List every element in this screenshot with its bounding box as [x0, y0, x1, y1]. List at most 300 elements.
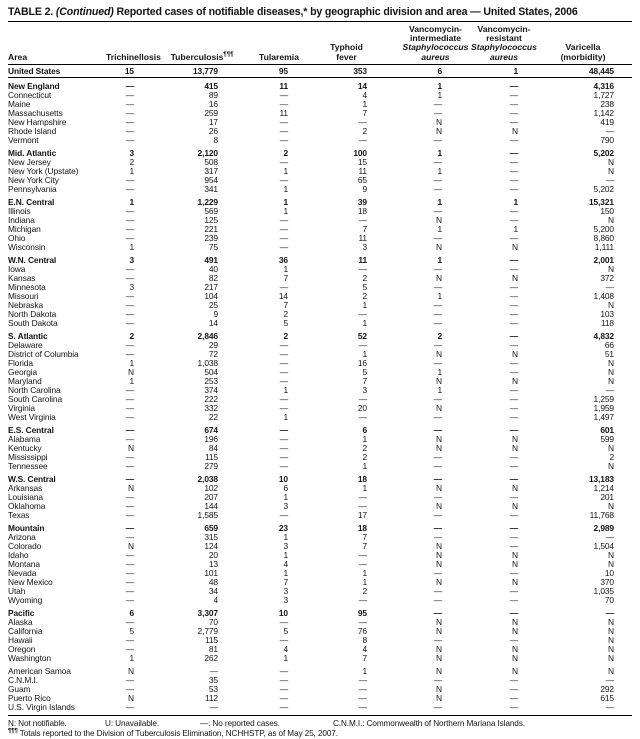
- table-row: [8, 67, 632, 78]
- value-cell: 659: [204, 522, 218, 533]
- value-cell: —: [509, 165, 518, 176]
- table-title-continued: (Continued): [55, 6, 114, 18]
- value-cell: —: [125, 272, 134, 283]
- value-cell: 51: [604, 348, 614, 359]
- area-label: Texas: [8, 509, 30, 520]
- legend-no-reported-cases: —: No reported cases.: [200, 718, 280, 728]
- value-cell: 76: [357, 625, 367, 636]
- area-label: North Dakota: [8, 308, 57, 319]
- value-cell: —: [279, 116, 288, 127]
- value-cell: 95: [357, 607, 367, 618]
- value-cell: —: [605, 701, 614, 712]
- column-header: Typhoid fever: [330, 42, 363, 62]
- value-cell: 374: [204, 384, 218, 395]
- value-cell: 1: [283, 384, 288, 395]
- table-row: [8, 569, 632, 578]
- value-cell: 1: [362, 299, 367, 310]
- table-row: [8, 243, 632, 252]
- value-cell: —: [358, 263, 367, 274]
- value-cell: 1: [437, 147, 442, 158]
- value-cell: 1,229: [197, 196, 218, 207]
- value-cell: 70: [208, 616, 218, 627]
- value-cell: 11: [279, 80, 288, 91]
- value-cell: 2: [362, 585, 367, 596]
- area-label: E.S. Central: [8, 424, 54, 435]
- value-cell: 25: [208, 299, 218, 310]
- value-cell: —: [509, 522, 518, 533]
- value-cell: 7: [362, 531, 367, 542]
- value-cell: 599: [600, 433, 614, 444]
- value-cell: 23: [278, 522, 288, 533]
- value-cell: 101: [204, 567, 218, 578]
- value-cell: —: [279, 674, 288, 685]
- value-cell: 2: [283, 330, 288, 341]
- value-cell: 3: [283, 585, 288, 596]
- value-cell: —: [433, 491, 442, 502]
- value-cell: 18: [357, 205, 367, 216]
- value-cell: 82: [208, 272, 218, 283]
- table-row: [8, 225, 632, 234]
- legend-not-notifiable: N: Not notifiable.: [8, 718, 67, 728]
- area-label: Wyoming: [8, 594, 43, 605]
- value-cell: 115: [204, 451, 218, 462]
- value-cell: 11: [279, 107, 288, 118]
- area-label: Wisconsin: [8, 241, 46, 252]
- value-cell: —: [125, 567, 134, 578]
- value-cell: —: [433, 308, 442, 319]
- area-label: Minnesota: [8, 281, 46, 292]
- value-cell: —: [509, 205, 518, 216]
- value-cell: 11: [358, 232, 367, 243]
- value-cell: 1: [362, 433, 367, 444]
- value-cell: —: [433, 701, 442, 712]
- table-row: [8, 359, 632, 368]
- area-label: California: [8, 625, 43, 636]
- value-cell: —: [125, 384, 134, 395]
- table-row: [8, 587, 632, 596]
- value-cell: —: [125, 205, 134, 216]
- value-cell: N: [512, 241, 518, 252]
- value-cell: 1: [283, 652, 288, 663]
- value-cell: —: [279, 442, 288, 453]
- value-cell: N: [512, 576, 518, 587]
- value-cell: 103: [600, 308, 614, 319]
- area-label: Puerto Rico: [8, 692, 51, 703]
- value-cell: —: [509, 80, 518, 91]
- table-row: [8, 533, 632, 542]
- value-cell: N: [436, 214, 442, 225]
- table-title: [8, 6, 632, 18]
- value-cell: N: [608, 299, 614, 310]
- value-cell: —: [125, 107, 134, 118]
- value-cell: 1,035: [593, 585, 614, 596]
- area-label: Guam: [8, 683, 31, 694]
- area-label: Mountain: [8, 522, 45, 533]
- value-cell: 144: [204, 500, 218, 511]
- value-cell: N: [436, 442, 442, 453]
- area-label: South Dakota: [8, 317, 58, 328]
- value-cell: —: [509, 585, 518, 596]
- table-row: [8, 265, 632, 274]
- value-cell: —: [433, 98, 442, 109]
- area-label: Iowa: [8, 263, 26, 274]
- value-cell: —: [509, 607, 518, 618]
- value-cell: 53: [208, 683, 218, 694]
- value-cell: N: [608, 558, 614, 569]
- value-cell: 1,111: [594, 241, 614, 252]
- value-cell: —: [125, 585, 134, 596]
- value-cell: —: [509, 509, 518, 520]
- value-cell: 5,200: [593, 223, 614, 234]
- value-cell: —: [433, 232, 442, 243]
- value-cell: 95: [278, 65, 288, 76]
- value-cell: —: [279, 375, 288, 386]
- value-cell: 89: [208, 89, 218, 100]
- value-cell: —: [433, 424, 442, 435]
- value-cell: 217: [204, 281, 218, 292]
- area-label: Oregon: [8, 643, 36, 654]
- value-cell: N: [608, 652, 614, 663]
- value-cell: 1: [513, 196, 518, 207]
- value-cell: N: [512, 125, 518, 136]
- value-cell: —: [358, 701, 367, 712]
- value-cell: N: [608, 375, 614, 386]
- value-cell: —: [509, 674, 518, 685]
- value-cell: 75: [208, 241, 218, 252]
- area-label: Kansas: [8, 272, 36, 283]
- table-row: [8, 444, 632, 453]
- value-cell: 10: [604, 567, 614, 578]
- value-cell: 491: [204, 254, 218, 265]
- value-cell: —: [125, 522, 134, 533]
- value-cell: 29: [208, 339, 218, 350]
- value-cell: 5: [283, 625, 288, 636]
- value-cell: —: [279, 241, 288, 252]
- value-cell: —: [125, 308, 134, 319]
- value-cell: —: [358, 116, 367, 127]
- area-label: W.N. Central: [8, 254, 57, 265]
- value-cell: —: [279, 402, 288, 413]
- value-cell: —: [433, 174, 442, 185]
- value-cell: 415: [204, 80, 218, 91]
- value-cell: 66: [604, 339, 614, 350]
- area-label: Pennsylvania: [8, 183, 57, 194]
- value-cell: 3: [283, 594, 288, 605]
- value-cell: 1: [129, 241, 134, 252]
- table-row: [8, 462, 632, 471]
- value-cell: —: [509, 308, 518, 319]
- value-cell: 52: [357, 330, 367, 341]
- value-cell: 201: [600, 491, 614, 502]
- table-row: [8, 453, 632, 462]
- value-cell: —: [433, 522, 442, 533]
- value-cell: —: [509, 460, 518, 471]
- value-cell: 615: [600, 692, 614, 703]
- area-label: Indiana: [8, 214, 35, 225]
- value-cell: 259: [204, 107, 218, 118]
- value-cell: —: [358, 683, 367, 694]
- value-cell: —: [279, 665, 288, 676]
- value-cell: N: [512, 616, 518, 627]
- value-cell: 5,202: [593, 183, 614, 194]
- value-cell: 2,001: [593, 254, 614, 265]
- table-row: [8, 627, 632, 636]
- value-cell: —: [279, 634, 288, 645]
- value-cell: 1: [437, 290, 442, 301]
- value-cell: —: [509, 134, 518, 145]
- value-cell: —: [509, 384, 518, 395]
- value-cell: —: [509, 290, 518, 301]
- value-cell: 36: [278, 254, 288, 265]
- table-row: [8, 149, 632, 158]
- value-cell: 3: [283, 500, 288, 511]
- value-cell: —: [358, 558, 367, 569]
- value-cell: N: [608, 366, 614, 377]
- table-row: [8, 216, 632, 225]
- value-cell: 601: [600, 424, 614, 435]
- value-cell: 9: [213, 308, 218, 319]
- value-cell: 238: [600, 98, 614, 109]
- value-cell: N: [436, 433, 442, 444]
- value-cell: —: [125, 223, 134, 234]
- area-label: Ohio: [8, 232, 26, 243]
- value-cell: 20: [357, 402, 367, 413]
- value-cell: N: [436, 692, 442, 703]
- value-cell: —: [358, 308, 367, 319]
- value-cell: 2,989: [593, 522, 614, 533]
- footnotes: [8, 716, 632, 739]
- area-label: Florida: [8, 357, 33, 368]
- value-cell: —: [509, 357, 518, 368]
- value-cell: 1,259: [593, 393, 614, 404]
- value-cell: —: [125, 549, 134, 560]
- value-cell: 1: [283, 567, 288, 578]
- value-cell: N: [436, 549, 442, 560]
- table-row: [8, 256, 632, 265]
- area-label: Maine: [8, 98, 31, 109]
- value-cell: 2: [362, 272, 367, 283]
- value-cell: 2: [362, 290, 367, 301]
- area-label: Vermont: [8, 134, 39, 145]
- value-cell: —: [509, 107, 518, 118]
- value-cell: —: [279, 348, 288, 359]
- value-cell: —: [279, 214, 288, 225]
- value-cell: 315: [204, 531, 218, 542]
- value-cell: —: [125, 451, 134, 462]
- area-label: New Mexico: [8, 576, 53, 587]
- value-cell: —: [125, 317, 134, 328]
- value-cell: N: [436, 616, 442, 627]
- value-cell: N: [608, 500, 614, 511]
- value-cell: 4,832: [593, 330, 614, 341]
- value-cell: 8: [213, 134, 218, 145]
- value-cell: N: [512, 482, 518, 493]
- footnote-tb-text: Totals reported to the Division of Tuberculosis Elimination, NCHHSTP, as of May 25, 2007.: [19, 728, 338, 738]
- value-cell: —: [125, 616, 134, 627]
- value-cell: 7: [283, 299, 288, 310]
- value-cell: 15: [357, 156, 367, 167]
- value-cell: N: [436, 683, 442, 694]
- value-cell: —: [509, 147, 518, 158]
- value-cell: 4: [213, 594, 218, 605]
- value-cell: 72: [208, 348, 218, 359]
- value-cell: —: [509, 594, 518, 605]
- value-cell: 2: [362, 125, 367, 136]
- value-cell: 1: [437, 165, 442, 176]
- value-cell: 2,779: [197, 625, 218, 636]
- value-cell: —: [509, 299, 518, 310]
- tuberculosis-footnote-marker: ¶¶¶: [223, 51, 234, 58]
- area-label: New Hampshire: [8, 116, 67, 127]
- value-cell: N: [608, 549, 614, 560]
- table-row: [8, 82, 632, 91]
- area-label: S. Atlantic: [8, 330, 48, 341]
- area-label: North Carolina: [8, 384, 61, 395]
- value-cell: N: [436, 652, 442, 663]
- value-cell: —: [358, 594, 367, 605]
- value-cell: 4: [283, 558, 288, 569]
- value-cell: 9: [362, 183, 367, 194]
- area-label: United States: [8, 65, 61, 76]
- value-cell: N: [512, 500, 518, 511]
- area-label: U.S. Virgin Islands: [8, 701, 75, 712]
- value-cell: —: [279, 683, 288, 694]
- value-cell: —: [279, 451, 288, 462]
- value-cell: 332: [204, 402, 218, 413]
- value-cell: —: [509, 491, 518, 502]
- value-cell: N: [608, 625, 614, 636]
- value-cell: N: [512, 348, 518, 359]
- value-cell: 1: [129, 165, 134, 176]
- area-label: Pacific: [8, 607, 35, 618]
- value-cell: 1: [362, 460, 367, 471]
- value-cell: 8: [362, 634, 367, 645]
- value-cell: —: [433, 393, 442, 404]
- value-cell: 1: [362, 567, 367, 578]
- value-cell: 17: [357, 509, 367, 520]
- table-row: [8, 413, 632, 422]
- table-row: [8, 167, 632, 176]
- table-row: [8, 676, 632, 685]
- value-cell: 1: [283, 263, 288, 274]
- value-cell: N: [128, 692, 134, 703]
- value-cell: 372: [600, 272, 614, 283]
- value-cell: N: [512, 665, 518, 676]
- table-row: [8, 319, 632, 328]
- value-cell: N: [436, 241, 442, 252]
- value-cell: —: [358, 214, 367, 225]
- column-header: Area: [8, 51, 28, 62]
- value-cell: 6: [129, 607, 134, 618]
- value-cell: —: [125, 116, 134, 127]
- column-header: Tularemia: [259, 51, 299, 62]
- value-cell: N: [436, 482, 442, 493]
- value-cell: 1: [362, 665, 367, 676]
- value-cell: —: [125, 290, 134, 301]
- value-cell: N: [128, 540, 134, 551]
- table-row: [8, 618, 632, 627]
- value-cell: 118: [600, 317, 614, 328]
- value-cell: 1: [437, 254, 442, 265]
- value-cell: —: [509, 701, 518, 712]
- area-label: Kentucky: [8, 442, 42, 453]
- value-cell: —: [125, 634, 134, 645]
- area-label: Colorado: [8, 540, 42, 551]
- table-row: [8, 332, 632, 341]
- value-cell: 2: [283, 308, 288, 319]
- value-cell: —: [209, 701, 218, 712]
- footnote-tuberculosis: [8, 729, 632, 739]
- table-row: [8, 578, 632, 587]
- value-cell: —: [433, 411, 442, 422]
- value-cell: —: [279, 701, 288, 712]
- area-label: South Carolina: [8, 393, 63, 404]
- value-cell: N: [608, 214, 614, 225]
- value-cell: 7: [362, 540, 367, 551]
- area-label: Idaho: [8, 549, 29, 560]
- value-cell: —: [433, 674, 442, 685]
- value-cell: 262: [204, 652, 218, 663]
- value-cell: —: [509, 183, 518, 194]
- value-cell: 2: [362, 442, 367, 453]
- value-cell: —: [125, 348, 134, 359]
- value-cell: 1,504: [593, 540, 614, 551]
- value-cell: —: [605, 384, 614, 395]
- value-cell: —: [279, 134, 288, 145]
- value-cell: 569: [204, 205, 218, 216]
- value-cell: 15,321: [588, 196, 614, 207]
- value-cell: —: [433, 634, 442, 645]
- table-row: [8, 426, 632, 435]
- value-cell: —: [125, 674, 134, 685]
- value-cell: —: [509, 254, 518, 265]
- value-cell: N: [436, 402, 442, 413]
- value-cell: 112: [204, 692, 218, 703]
- table-row: [8, 636, 632, 645]
- value-cell: —: [279, 433, 288, 444]
- value-cell: —: [509, 317, 518, 328]
- table-row: [8, 109, 632, 118]
- table-row: [8, 694, 632, 703]
- table-row: [8, 493, 632, 502]
- value-cell: 508: [204, 156, 218, 167]
- value-cell: —: [509, 174, 518, 185]
- value-cell: —: [509, 263, 518, 274]
- value-cell: 3: [362, 241, 367, 252]
- value-cell: 239: [204, 232, 218, 243]
- table-row: [8, 91, 632, 100]
- value-cell: 2: [129, 156, 134, 167]
- value-cell: 1: [283, 205, 288, 216]
- value-cell: 1: [513, 65, 518, 76]
- legend-unavailable: U: Unavailable.: [105, 718, 160, 728]
- table-row: [8, 395, 632, 404]
- area-label: Rhode Island: [8, 125, 57, 136]
- column-header: Vancomycin- intermediate Staphylococcus aureus: [402, 24, 469, 62]
- value-cell: N: [608, 263, 614, 274]
- table-header-row: [8, 22, 632, 65]
- value-cell: —: [279, 366, 288, 377]
- value-cell: 1: [362, 98, 367, 109]
- value-cell: 1,585: [197, 509, 218, 520]
- value-cell: 2,120: [197, 147, 218, 158]
- area-label: Montana: [8, 558, 40, 569]
- value-cell: —: [433, 183, 442, 194]
- value-cell: 14: [357, 80, 367, 91]
- value-cell: 1: [437, 223, 442, 234]
- value-cell: 419: [600, 116, 614, 127]
- footnote-legend: [8, 719, 632, 729]
